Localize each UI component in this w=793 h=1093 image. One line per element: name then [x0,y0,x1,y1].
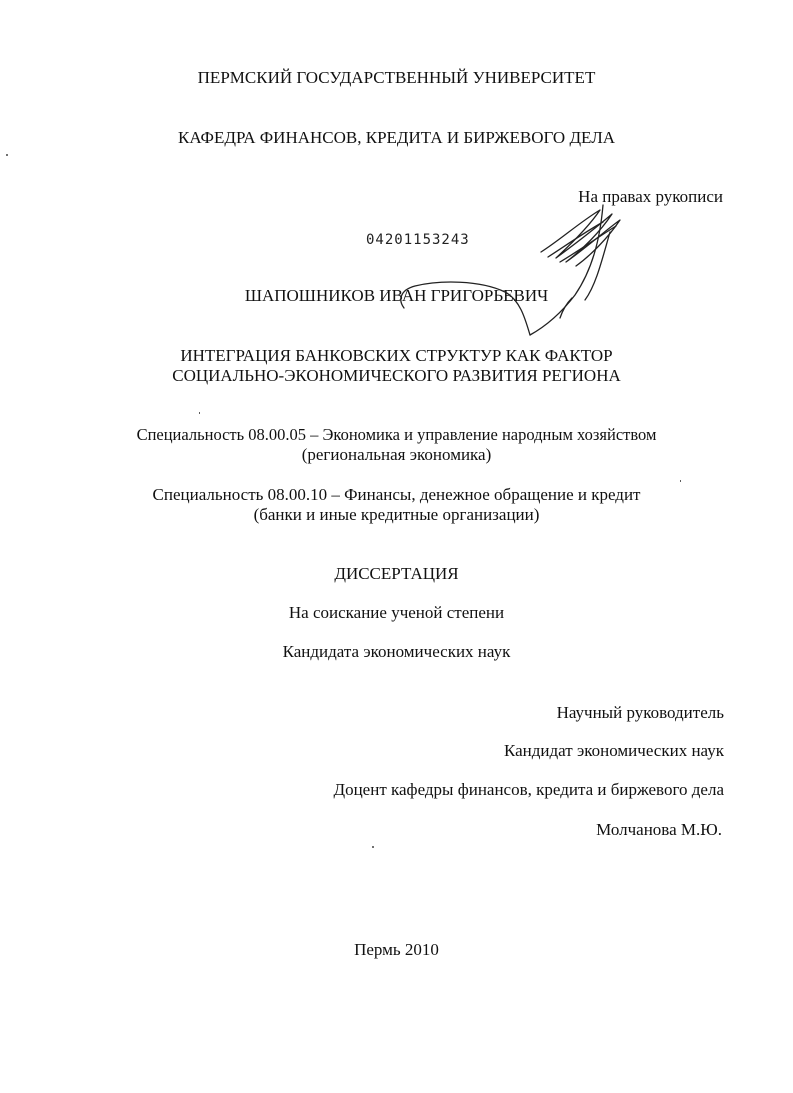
degree-line-1: На соискание ученой степени [288,603,505,622]
supervisor-position: Доцент кафедры финансов, кредита и биржевого дела [333,780,724,799]
supervisor-label: Научный руководитель [556,703,724,722]
city-year: Пермь 2010 [354,940,439,959]
manuscript-rights-note: На правах рукописи [578,187,723,206]
registration-number: 04201153243 [366,232,470,248]
scan-speck [372,846,374,848]
degree-line-2: Кандидата экономических наук [282,642,511,661]
specialty-2-line-2: (банки и иные кредитные организации) [253,505,540,524]
scan-speck [680,480,681,482]
dissertation-title-line-2: СОЦИАЛЬНО-ЭКОНОМИЧЕСКОГО РАЗВИТИЯ РЕГИОНА [172,366,621,385]
supervisor-degree: Кандидат экономических наук [504,741,724,760]
supervisor-name: Молчанова М.Ю. [596,820,722,839]
specialty-1-line-2: (региональная экономика) [301,445,492,464]
specialty-2-line-1: Специальность 08.00.10 – Финансы, денежное обращение и кредит [152,485,641,504]
dissertation-title-line-1: ИНТЕГРАЦИЯ БАНКОВСКИХ СТРУКТУР КАК ФАКТОР [180,346,613,365]
scan-speck [199,412,200,414]
university-name: ПЕРМСКИЙ ГОСУДАРСТВЕННЫЙ УНИВЕРСИТЕТ [197,68,596,87]
department-name: КАФЕДРА ФИНАНСОВ, КРЕДИТА И БИРЖЕВОГО ДЕЛА [177,128,616,147]
document-type: ДИССЕРТАЦИЯ [334,564,459,583]
scan-speck [6,154,8,156]
specialty-1-line-1: Специальность 08.00.05 – Экономика и управление народным хозяйством [136,425,657,444]
author-name: ШАПОШНИКОВ ИВАН ГРИГОРЬЕВИЧ [244,286,549,305]
